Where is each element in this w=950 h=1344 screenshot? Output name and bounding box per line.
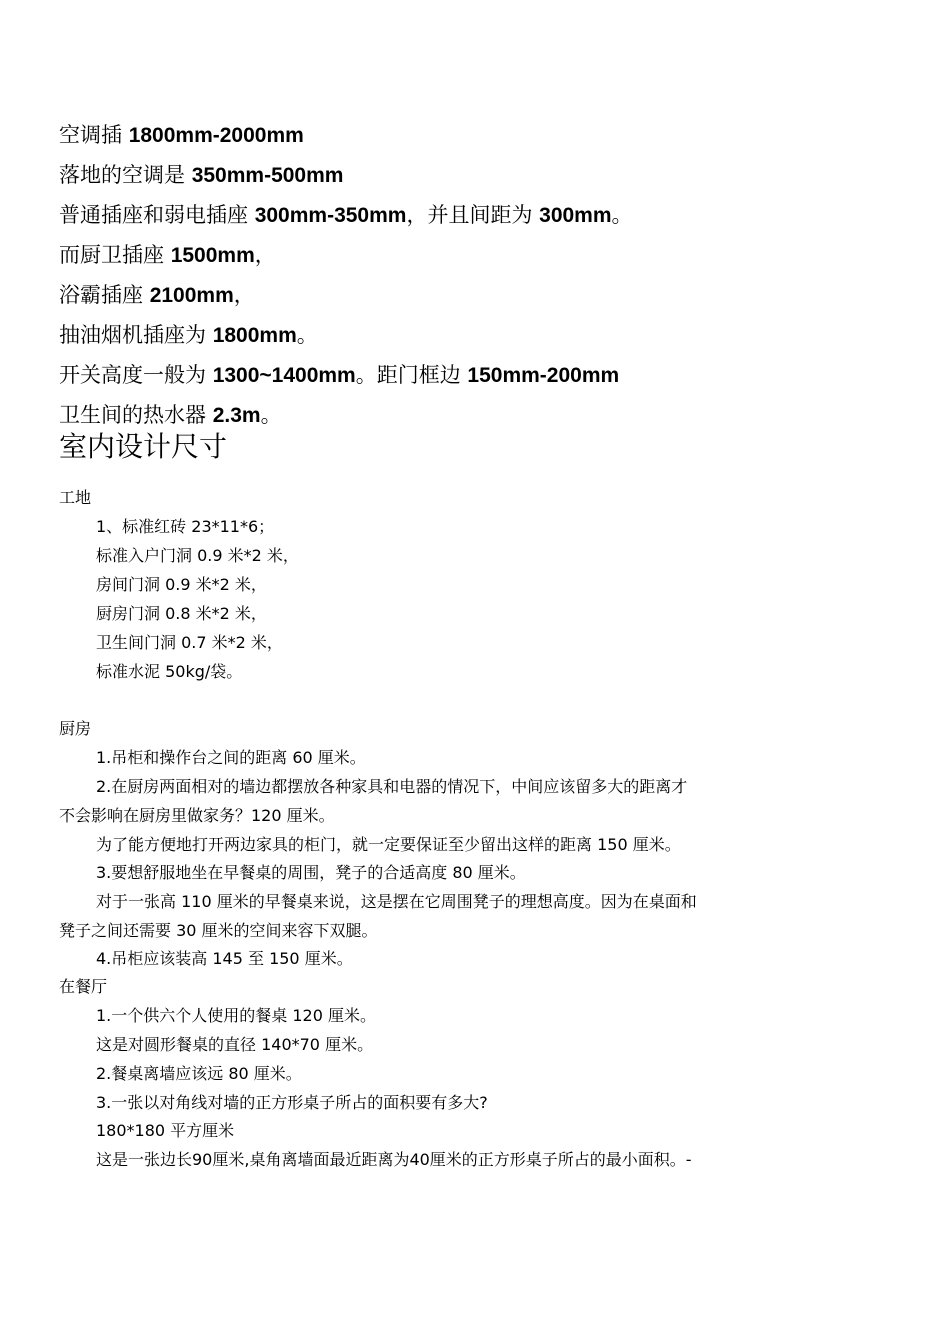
worksite-line: 1、标准红砖 23*11*6； (96, 517, 275, 536)
section-heading-worksite: 工地 (59, 488, 92, 507)
dining-line: 这是对圆形餐桌的直径 140*70 厘米。 (96, 1035, 374, 1054)
worksite-line: 标准水泥 50kg/袋。 (96, 662, 243, 681)
section-heading-kitchen: 厨房 (59, 719, 92, 738)
worksite-line: 房间门洞 0.9 米*2 米， (96, 575, 267, 594)
kitchen-line: 对于一张高 110 厘米的早餐桌来说，这是摆在它周围凳子的理想高度。因为在桌面和 (96, 892, 697, 911)
intro-line-bath-heater-socket: 浴霸插座 2100mm， (59, 283, 255, 307)
kitchen-line: 凳子之间还需要 30 厘米的空间来容下双腿。 (59, 921, 378, 940)
dining-line: 2.餐桌离墙应该远 80 厘米。 (96, 1064, 302, 1083)
intro-line-water-heater: 卫生间的热水器 2.3m。 (59, 403, 282, 427)
dining-line: 180*180 平方厘米 (96, 1121, 235, 1140)
worksite-line: 标准入户门洞 0.9 米*2 米， (96, 546, 299, 565)
intro-line-hood-socket: 抽油烟机插座为 1800mm。 (59, 323, 318, 347)
kitchen-line: 2.在厨房两面相对的墙边都摆放各种家具和电器的情况下，中间应该留多大的距离才 (96, 777, 688, 796)
intro-line-switch-height: 开关高度一般为 1300~1400mm。距门框边 150mm-200mm (59, 363, 620, 387)
section-heading-dining: 在餐厅 (59, 977, 108, 996)
kitchen-line: 1.吊柜和操作台之间的距离 60 厘米。 (96, 748, 366, 767)
dining-line: 1.一个供六个人使用的餐桌 120 厘米。 (96, 1006, 376, 1025)
worksite-line: 卫生间门洞 0.7 米*2 米， (96, 633, 283, 652)
intro-line-floor-ac: 落地的空调是 350mm-500mm (59, 163, 344, 187)
worksite-line: 厨房门洞 0.8 米*2 米， (96, 604, 267, 623)
intro-line-ac-socket: 空调插 1800mm-2000mm (59, 123, 304, 147)
kitchen-line: 不会影响在厨房里做家务？120 厘米。 (59, 806, 335, 825)
dining-line: 3.一张以对角线对墙的正方形桌子所占的面积要有多大? (96, 1093, 488, 1112)
kitchen-line: 4.吊柜应该装高 145 至 150 厘米。 (96, 949, 353, 968)
kitchen-line: 为了能方便地打开两边家具的柜门，就一定要保证至少留出这样的距离 150 厘米。 (96, 835, 681, 854)
kitchen-line: 3.要想舒服地坐在早餐桌的周围，凳子的合适高度 80 厘米。 (96, 863, 526, 882)
page-title: 室内设计尺寸 (59, 430, 228, 463)
dining-line: 这是一张边长90厘米,桌角离墙面最近距离为40厘米的正方形桌子所占的最小面积。- (96, 1150, 692, 1169)
intro-line-kitchen-bath-socket: 而厨卫插座 1500mm， (59, 243, 276, 267)
intro-line-regular-socket: 普通插座和弱电插座 300mm-350mm，并且间距为 300mm。 (59, 203, 633, 227)
